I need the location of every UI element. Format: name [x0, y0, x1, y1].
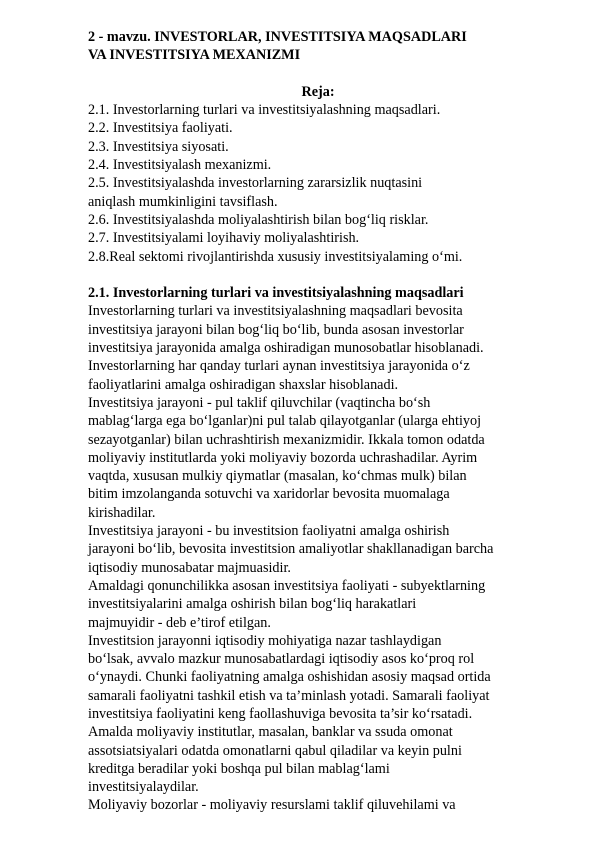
body-line: Investorlarning turlari va investitsiyalashning maqsadlari bevosita [88, 303, 463, 320]
body-line: jarayoni bo‘lib, bevosita investitsion amaliyotlar shakllanadigan barcha [88, 541, 494, 558]
body-line: bitim imzolanganda sotuvchi va xaridorlar bevosita muomalaga [88, 486, 450, 503]
plan-item: 2.5. Investitsiyalashda investorlarning zararsizlik nuqtasini [88, 175, 423, 192]
body-line: investitsiya jarayonida amalga oshiradigan munosobatlar hisoblanadi. [88, 340, 484, 357]
body-line: vaqtda, xususan mulkiy qiymatlar (masalan, ko‘chmas mulk) bilan [88, 468, 467, 485]
body-line: Investorlarning har qanday turlari aynan investitsiya jarayonida o‘z [88, 358, 470, 375]
plan-item: 2.6. Investitsiyalashda moliyalashtirish bilan bog‘liq risklar. [88, 211, 429, 228]
body-line: moliyaviy institutlarda yoki moliyaviy bozorda uchrashadilar. Ayrim [88, 449, 478, 466]
body-line: sezayotganlar) bilan uchrashtirish mexanizmidir. Ikkala tomon odatda [88, 431, 485, 448]
body-line: samarali faoliyatni tashkil etish va ta’minlash yotadi. Samarali faoliyat [88, 687, 490, 704]
spacer [88, 65, 548, 83]
plan-item: 2.3. Investitsiya siyosati. [88, 138, 229, 155]
section-heading: 2.1. Investorlarning turlari va investitsiyalashning maqsadlari [88, 285, 464, 302]
document-title [88, 28, 548, 65]
plan-item: aniqlash mumkinligini tavsiflash. [88, 193, 278, 210]
body-line: investitsiya jarayoni bilan bog‘liq bo‘lib, bunda asosan investorlar [88, 321, 464, 338]
body-line: iqtisodiy munosabatar majmuasidir. [88, 559, 291, 576]
plan-item: 2.7. Investitsiyalami loyihaviy moliyalashtirish. [88, 230, 360, 247]
spacer [88, 266, 548, 284]
body-line: investitsiya faoliyatini keng faollashuviga bevosita ta’sir ko‘rsatadi. [88, 705, 473, 722]
body-line: majmuyidir - deb e’tirof etilgan. [88, 614, 271, 631]
body-line: Amaldagi qonunchilikka asosan investitsiya faoliyati - subyektlarning [88, 577, 486, 594]
plan-item: 2.2. Investitsiya faoliyati. [88, 120, 233, 137]
document-page [88, 28, 548, 815]
plan-item: 2.1. Investorlarning turlari va investitsiyalashning maqsadlari. [88, 102, 441, 119]
body-line: Investitsion jarayonni iqtisodiy mohiyatiga nazar tashlaydigan [88, 632, 442, 649]
body-line: Investitsiya jarayoni - pul taklif qiluvchilar (vaqtincha bo‘sh [88, 394, 431, 411]
body-line: kreditga beradilar yoki boshqa pul bilan mablag‘lami [88, 760, 390, 777]
body-text [88, 302, 548, 814]
plan-item: 2.8.Real sektomi rivojlantirishda xususiy investitsiyalaming o‘mi. [88, 248, 463, 265]
body-line: Moliyaviy bozorlar - moliyaviy resurslami taklif qiluvehilami va [88, 797, 456, 814]
title-line: VA INVESTITSIYA MEXANIZMI [88, 47, 301, 64]
body-line: o‘ynaydi. Chunki faoliyatning amalga oshishidan asosiy maqsad ortida [88, 669, 491, 686]
plan-item: 2.4. Investitsiyalash mexanizmi. [88, 157, 272, 174]
title-line: 2 - mavzu. INVESTORLAR, INVESTITSIYA MAQSADLARI [88, 29, 467, 45]
plan-heading: Reja: [301, 83, 335, 100]
body-line: Amalda moliyaviy institutlar, masalan, banklar va ssuda omonat [88, 724, 453, 741]
body-line: investitsiyalarini amalga oshirish bilan bog‘liq harakatlari [88, 596, 417, 613]
body-line: faoliyatlarini amalga oshiradigan shaxslar hisoblanadi. [88, 376, 399, 393]
body-line: assotsiatsiyalari odatda omonatlarni qabul qiladilar va keyin pulni [88, 742, 462, 759]
body-line: Investitsiya jarayoni - bu investitsion faoliyatni amalga oshirish [88, 523, 450, 540]
plan-list [88, 101, 548, 266]
body-line: bo‘lsak, avvalo mazkur munosabatlardagi iqtisodiy asos ko‘proq rol [88, 651, 475, 668]
body-line: investitsiyalaydilar. [88, 779, 199, 796]
body-line: mablag‘larga ega bo‘lganlar)ni pul talab qilayotganlar (ularga ehtiyoj [88, 413, 482, 430]
body-line: kirishadilar. [88, 504, 156, 521]
